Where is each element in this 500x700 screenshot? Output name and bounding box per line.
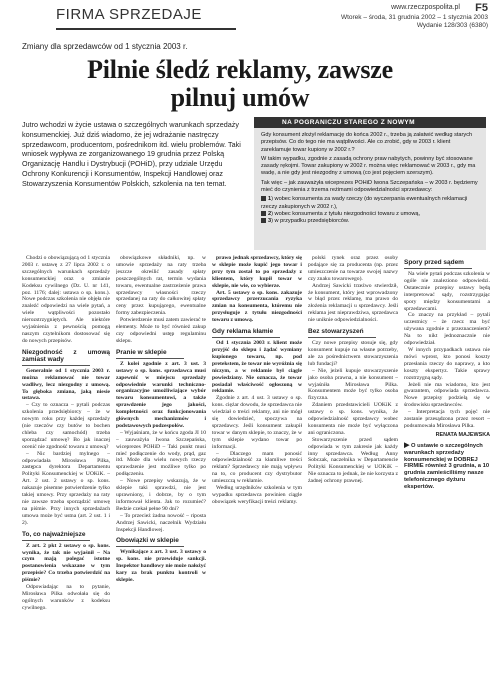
- article-lead: Jutro wchodzi w życie ustawa o szczególnych warunkach sprzedaży konsumenckiej. Już dziś wiadomo, że jej wdrażanie nastręczy sprzedawcom, producentom, pośrednikom itd. wielu problemów. Taki wniosek wypływa ze zorganizowanego 19 grudnia przez Polską Organizację Handlu i Dystrybucji (POHiD), przy udziale Urzędu Ochrony Konkurencji i Konsumentów, Inspekcji Handlowej oraz Stowarzyszenia Konsumentów Polskich, szkolenia na ten temat.: [22, 120, 241, 188]
- subheading: Niezgodność z umową zamiast wady: [22, 348, 110, 363]
- bold-paragraph: prawo jednak sprzedawcy, który się w sklepie może kupić jego towar i przy tym został to po sprzedaży z klientem, który kupił towar w sklepie, nie wie, co wybierze.: [212, 255, 302, 289]
- paragraph: – Nie, jeżeli kupuje stowarzyszenie jako osoba prawna, a nie konsument – wyjaśniła Mirosława Pilka. Konsumentem może być tylko osoba fizyczna.: [308, 367, 398, 402]
- subheading: Bez stowarzyszeń: [308, 328, 364, 336]
- paragraph: [116, 549, 206, 584]
- bold-paragraph: Generalnie od 1 stycznia 2003 r. można reklamować nie towar wadliwy, lecz niezgodny z umową. To głęboka zmiana, jaką niesie ustawa.: [22, 367, 110, 402]
- page-header: [0, 0, 500, 34]
- article-kicker: Zmiany dla sprzedawców od 1 stycznia 2003 r.: [22, 42, 188, 51]
- paragraph: Odpowiadając na to pytanie, Mirosława Pilka odwołała się do ogólnych warunków z kodeksu cywilnego.: [22, 584, 110, 611]
- paragraph: – Nowe przepisy wskazują, że w sklepie taki sprawdzi, nie jest uprawniony, i dobrze, by o tym informował klienta. Jak to rozumieć? Bedzie czekał pełne 90 dni?: [116, 478, 206, 512]
- subheading: Spory przed sądem: [404, 259, 464, 266]
- subheading: Gdy reklama kłamie: [212, 328, 274, 336]
- paragraph: [212, 290, 302, 325]
- paragraph: [212, 255, 302, 290]
- text-column-5: [404, 255, 490, 695]
- divider: [116, 546, 184, 547]
- issue-info: [341, 14, 488, 30]
- bold-paragraph: Z art. 2 pkt 2 ustawy o sp. kons. wynika, że tak nie wyjaśnił – Na czym mają polegać istotne postanowienia wskazane w tym przepisie? Co trzeba potwierdzić na piśmie?: [22, 542, 110, 584]
- paragraph: [22, 543, 110, 584]
- site-url[interactable]: www.rzeczpospolita.pl: [391, 4, 460, 11]
- article-headline: Pilnie śledź reklamy, zawsze pilnuj umów: [87, 55, 393, 112]
- divider: [404, 268, 472, 269]
- paragraph: W innych przypadkach ustawa nie mówi wprost, kto ponosi koszty przesłania rzeczy do naprawy, a kto koszty ekspertyz. Takie sprawy rozstrzygną sądy.: [404, 346, 490, 381]
- paragraph: – Interpretacja tych pojęć nie zostanie przesądzona przez resort – podsumowała Mirosława Pilka.: [404, 409, 490, 429]
- paragraph: polski rynek oraz przez osoby podające się za producenta (np. przez umieszczenie na towarze swojej nazwy czy znaku towarowego).: [308, 255, 398, 282]
- paragraph: Według urzędników szkolenia w tym wypadku sprzedawca powinien ciągle obowiązek weryfikacji treści reklamy.: [212, 485, 302, 505]
- item-text: wobec konsumenta z tytułu niezgodności towaru z umową,: [274, 210, 421, 217]
- paragraph: Chodzi o obowiązującą od 1 stycznia 2003 r. ustawę z 27 lipca 2002 r. o szczególnych warunkach sprzedaży konsumenckiej oraz o zmianie Kodeksu cywilnego (Dz. U. nr 141, poz. 1176; dalej: ustawa o sp. kons.). Nowe podczas szkolenia nie objęła nie znaleźć odpowiedzi na wiele pytań, a wiele wątpliwości pozostało nierozstrzygniętych. Ale niektóre wyjaśnienia z pewnością pomogą naszym czytelnikom dostosować się do nowych przepisów.: [22, 255, 110, 344]
- subheading: To, co najważniejsze: [22, 530, 86, 538]
- paragraph: Andrzej Sawicki trzeźwo stwierdził, że konsument, który jest wprowadzony w błąd przez reklamę, ma prawo do złożenia reklamacji u sprzedawcy. Jeśli reklama jest nieprawdziwa, sprzedawca nie uniknie odpowiedzialności.: [308, 282, 398, 324]
- text-column-4: [308, 255, 398, 695]
- text-column-3: [212, 255, 302, 695]
- sidebar-list-item: 2) wobec konsumenta z tytułu niezgodności towaru z umową,: [261, 211, 479, 218]
- text-column-2: [116, 255, 206, 695]
- article-body: [22, 255, 490, 695]
- subheading: Pranie w sklepie: [116, 348, 167, 356]
- paragraph: Potwierdzenie musi zatem zawierać te elementy. Może to być również zakup czy odpowiedni ustęp regulaminu sklepu.: [116, 317, 206, 344]
- issue-edition: Wydanie 128/303 (6380): [416, 22, 488, 29]
- item-text: w przypadku przedsiębiorców.: [274, 218, 350, 225]
- sidebar-box: [254, 117, 486, 250]
- divider: [22, 540, 90, 541]
- sidebar-list-item: 1) wobec konsumenta za wady rzeczy (do wyczerpania ewentualnych reklamacji rzeczy zakupionych w 2002 r.),: [261, 196, 468, 210]
- square-bullet-icon: [261, 211, 266, 216]
- sidebar-paragraph: W takim wypadku, zgodnie z zasadą ochrony praw nabytych, powinny być stosowane zasady rękojmi. Towar zakupiony w 2002 r. można więc reklamować w 2003 r., gdy ma wadę, a nie gdy jest niezgodny z umową (co jest pojęciem szerszym).: [261, 155, 476, 177]
- paragraph: Na wiele pytań podczas szkolenia w ogóle nie znaleziono odpowiedzi. Ostatecznie przepisy ustawy będą interpretować sądy, rozstrzygając spory między konsumentami a sprzedawcami.: [404, 271, 490, 312]
- subheading: Obowiązki w sklepie: [116, 537, 179, 545]
- section-title: FIRMA SPRZEDAJE: [56, 6, 236, 30]
- sidebar-paragraph: Gdy konsument złożył reklamację do końca 2002 r., trzeba ją załatwić według starych przepisów. Co do tego nie ma wątpliwości. Ale co zrobić, gdy w 2003 r. klient zareklamuje towar kupiony w 2002 r.?: [261, 132, 473, 153]
- paragraph: [212, 340, 302, 395]
- arrow-right-icon: ▶: [404, 441, 410, 449]
- divider: [116, 358, 184, 359]
- sidebar-title: NA POGRANICZU STAREGO Z NOWYM: [254, 117, 486, 128]
- bold-paragraph: Z kolei zgodnie z art. 3 ust. 3 ustawy o sp. kons. sprzedawca musi zapewnić w miejscu sprzedaży odpowiednie warunki techniczno-organizacyjne umożliwiające wybór towaru konsumentowi, a także sprawdzenie jego jakości, kompletności oraz funkcjonowania głównych mechanizmów i podstawowych podzespołów.: [116, 360, 206, 429]
- paragraph: Czy nowe przepisy stosuje się, gdy konsument kupuje na własne potrzeby, ale za pośrednictwem stowarzyszenia lub fundacji?: [308, 340, 398, 367]
- paragraph: – Nic bardziej mylnego – odpowiadała Mirosława Pilka, zastępca dyrektora Departamentu Polityki Konsumenckiej w UOKiK. – Art. 2 ust. 2 ustawy o sp. kons. nakazuje pisemne potwierdzenie tylko takiej umowy. Przy sprzedaży na raty nie zawsze trzeba sporządzić umowę na piśmie. Przy innych sprzedażach umowa może być ustna (art. 2 ust. 1 i 2).: [22, 450, 110, 526]
- item-number: 3: [268, 218, 272, 225]
- sidebar-paragraph: Tak więc – jak zauważyła wiceprezes POHiD Iwona Szczepańska – w 2003 r. będziemy mieć do czynienia z trzema reżimami odpowiedzialności sprzedawcy:: [261, 179, 478, 194]
- paragraph: Zdaniem przedstawicieli UOKiK z ustawy o sp. kons. wynika, że odpowiedzialność sprzedawcy wobec konsumenta nie może być wyłączona ani ograniczona.: [308, 402, 398, 436]
- paragraph: – Wyjaśniam, że w końcu zgoda JI 10 – zauważyła Iwona Szczepańska, wiceprezes POHiD – Taki punkt musi mieć podłączenie do wody, prąd, gaz itd. Może dla wielu nowych rzeczy sprawdzenie jest możliwe tylko po podłączeniu.: [116, 429, 206, 478]
- sidebar-body: [254, 128, 486, 226]
- paragraph: Zgodnie z art. 4 ust. 3 ustawy o sp. kons. ciężar dowodu, że sprzedawca nie wiedział o treści reklamy, ani nie mógł się dowiedzieć, spoczywa na sprzedawcy. Jeśli konsument zakupił towar w danym sklepie, to znaczy, że w tym sklepie wydano towar po informacji.: [212, 395, 302, 450]
- bold-paragraph: Art. 5 ustawy o sp. kons. zakazuje sprzedawcy przerzucania ryzyka zmian na konsumenta, któremu nie przysługuje z tytułu niezgodności towaru z umową.: [212, 289, 302, 324]
- item-number: 2: [268, 210, 272, 217]
- paragraph: – Czy to oznacza – pytali podczas szkolenia przedsiębiorcy – że w nowym roku przy każdej sprzedaży (nie rzeczów czy butów to bochen chleba czy samochód) trzeba sporządzać umowę? Bo jak inaczej ocenić nie zgodność towaru z umową?: [22, 402, 110, 450]
- paragraph: – Dlaczego mam ponosić odpowiedzialność za kłamliwe treści reklam? Sprzedawcy nie mają wpływu na to, co producent czy dystrybutor umieszczą w reklamie.: [212, 450, 302, 485]
- paragraph: obowiązkowe składniki, np. w umowie sprzedaży na raty trzeba jeszcze określić zasady spłaty poszczególnych rat, termin wydania towaru, ewentualne zastrzeżenie prawa sprzedawcy własności rzeczy sprzedanej na raty do całkowitej spłaty ceny przez kupującego, ewentualne formy zabezpieczenia.: [116, 255, 206, 317]
- item-text: wobec konsumenta za wady rzeczy (do wyczerpania ewentualnych reklamacji rzeczy zakupionych w 2002 r.),: [261, 196, 468, 210]
- author-byline: RENATA MAJEWSKA: [435, 431, 490, 438]
- square-bullet-icon: [261, 196, 266, 201]
- paragraph: [22, 368, 110, 403]
- square-bullet-icon: [261, 218, 266, 223]
- divider: [22, 365, 90, 366]
- bold-paragraph: Od 1 stycznia 2003 r. klient może przyjść do sklepu i żądać wymiany kupionego towaru, np. pod pretekstem, że towar nie wyróżnia się niczym, a w reklamie był ciągle powiedziany. Nie oznacza, że towar posiadał właściwość ogłoszoną w reklamie.: [212, 340, 302, 395]
- paragraph: Co znaczy na przykład – pytali uczestnicy – że rzecz ma być używana zgodnie z przeznaczeniem? Na to nikt jednoznacznie nie odpowiedział.: [404, 312, 490, 347]
- issue-date: Wtorek – środa, 31 grudnia 2002 – 1 stycznia 2003: [340, 14, 488, 21]
- bold-paragraph: Wynikające z art. 3 ust. 3 ustawy o sp. kons. nie przewiduje sankcji. Inspektor handlowy nie może nałożyć kary za brak punktu kontroli w sklepie.: [116, 549, 206, 584]
- page-number: F5: [475, 2, 488, 14]
- paragraph: – To przecież żadna nowość – riposta Andrzej Sawicki, naczelnik Wydziału Inspekcji Handlowej.: [116, 512, 206, 533]
- divider: [212, 337, 280, 338]
- sidebar-list-item: 3) w przypadku przedsiębiorców.: [261, 218, 479, 225]
- related-note: [404, 443, 490, 491]
- divider: [308, 337, 376, 338]
- paragraph: Jeżeli nie ma wiadomo, kto jest gwarantem, odpowiada sprzedawca. Nowe przepisy podzielą się w środowisku sprzedawców.: [404, 381, 490, 409]
- text-column-1: [22, 255, 110, 695]
- paragraph: Stowarzyszenie przed sądem odpowiada w tym zakresie jak każdy inny sprzedawca. Według Anny Sobczak, naczelnika w Departamencie Polityki Konsumenckiej w UOKiK – Nie oznacza to jednak, że nie korzysta z żadnej ochrony prawnej.: [308, 436, 398, 485]
- item-number: 1: [268, 196, 272, 203]
- paragraph: [116, 361, 206, 430]
- note-text: O ustawie o szczególnych warunkach sprzedaży konsumenckiej w DOBREJ FIRMIE również 3 grudnia, a 10 grudnia zamieściliśmy nasze telefonicznego dyżuru ekspertów.: [404, 442, 490, 491]
